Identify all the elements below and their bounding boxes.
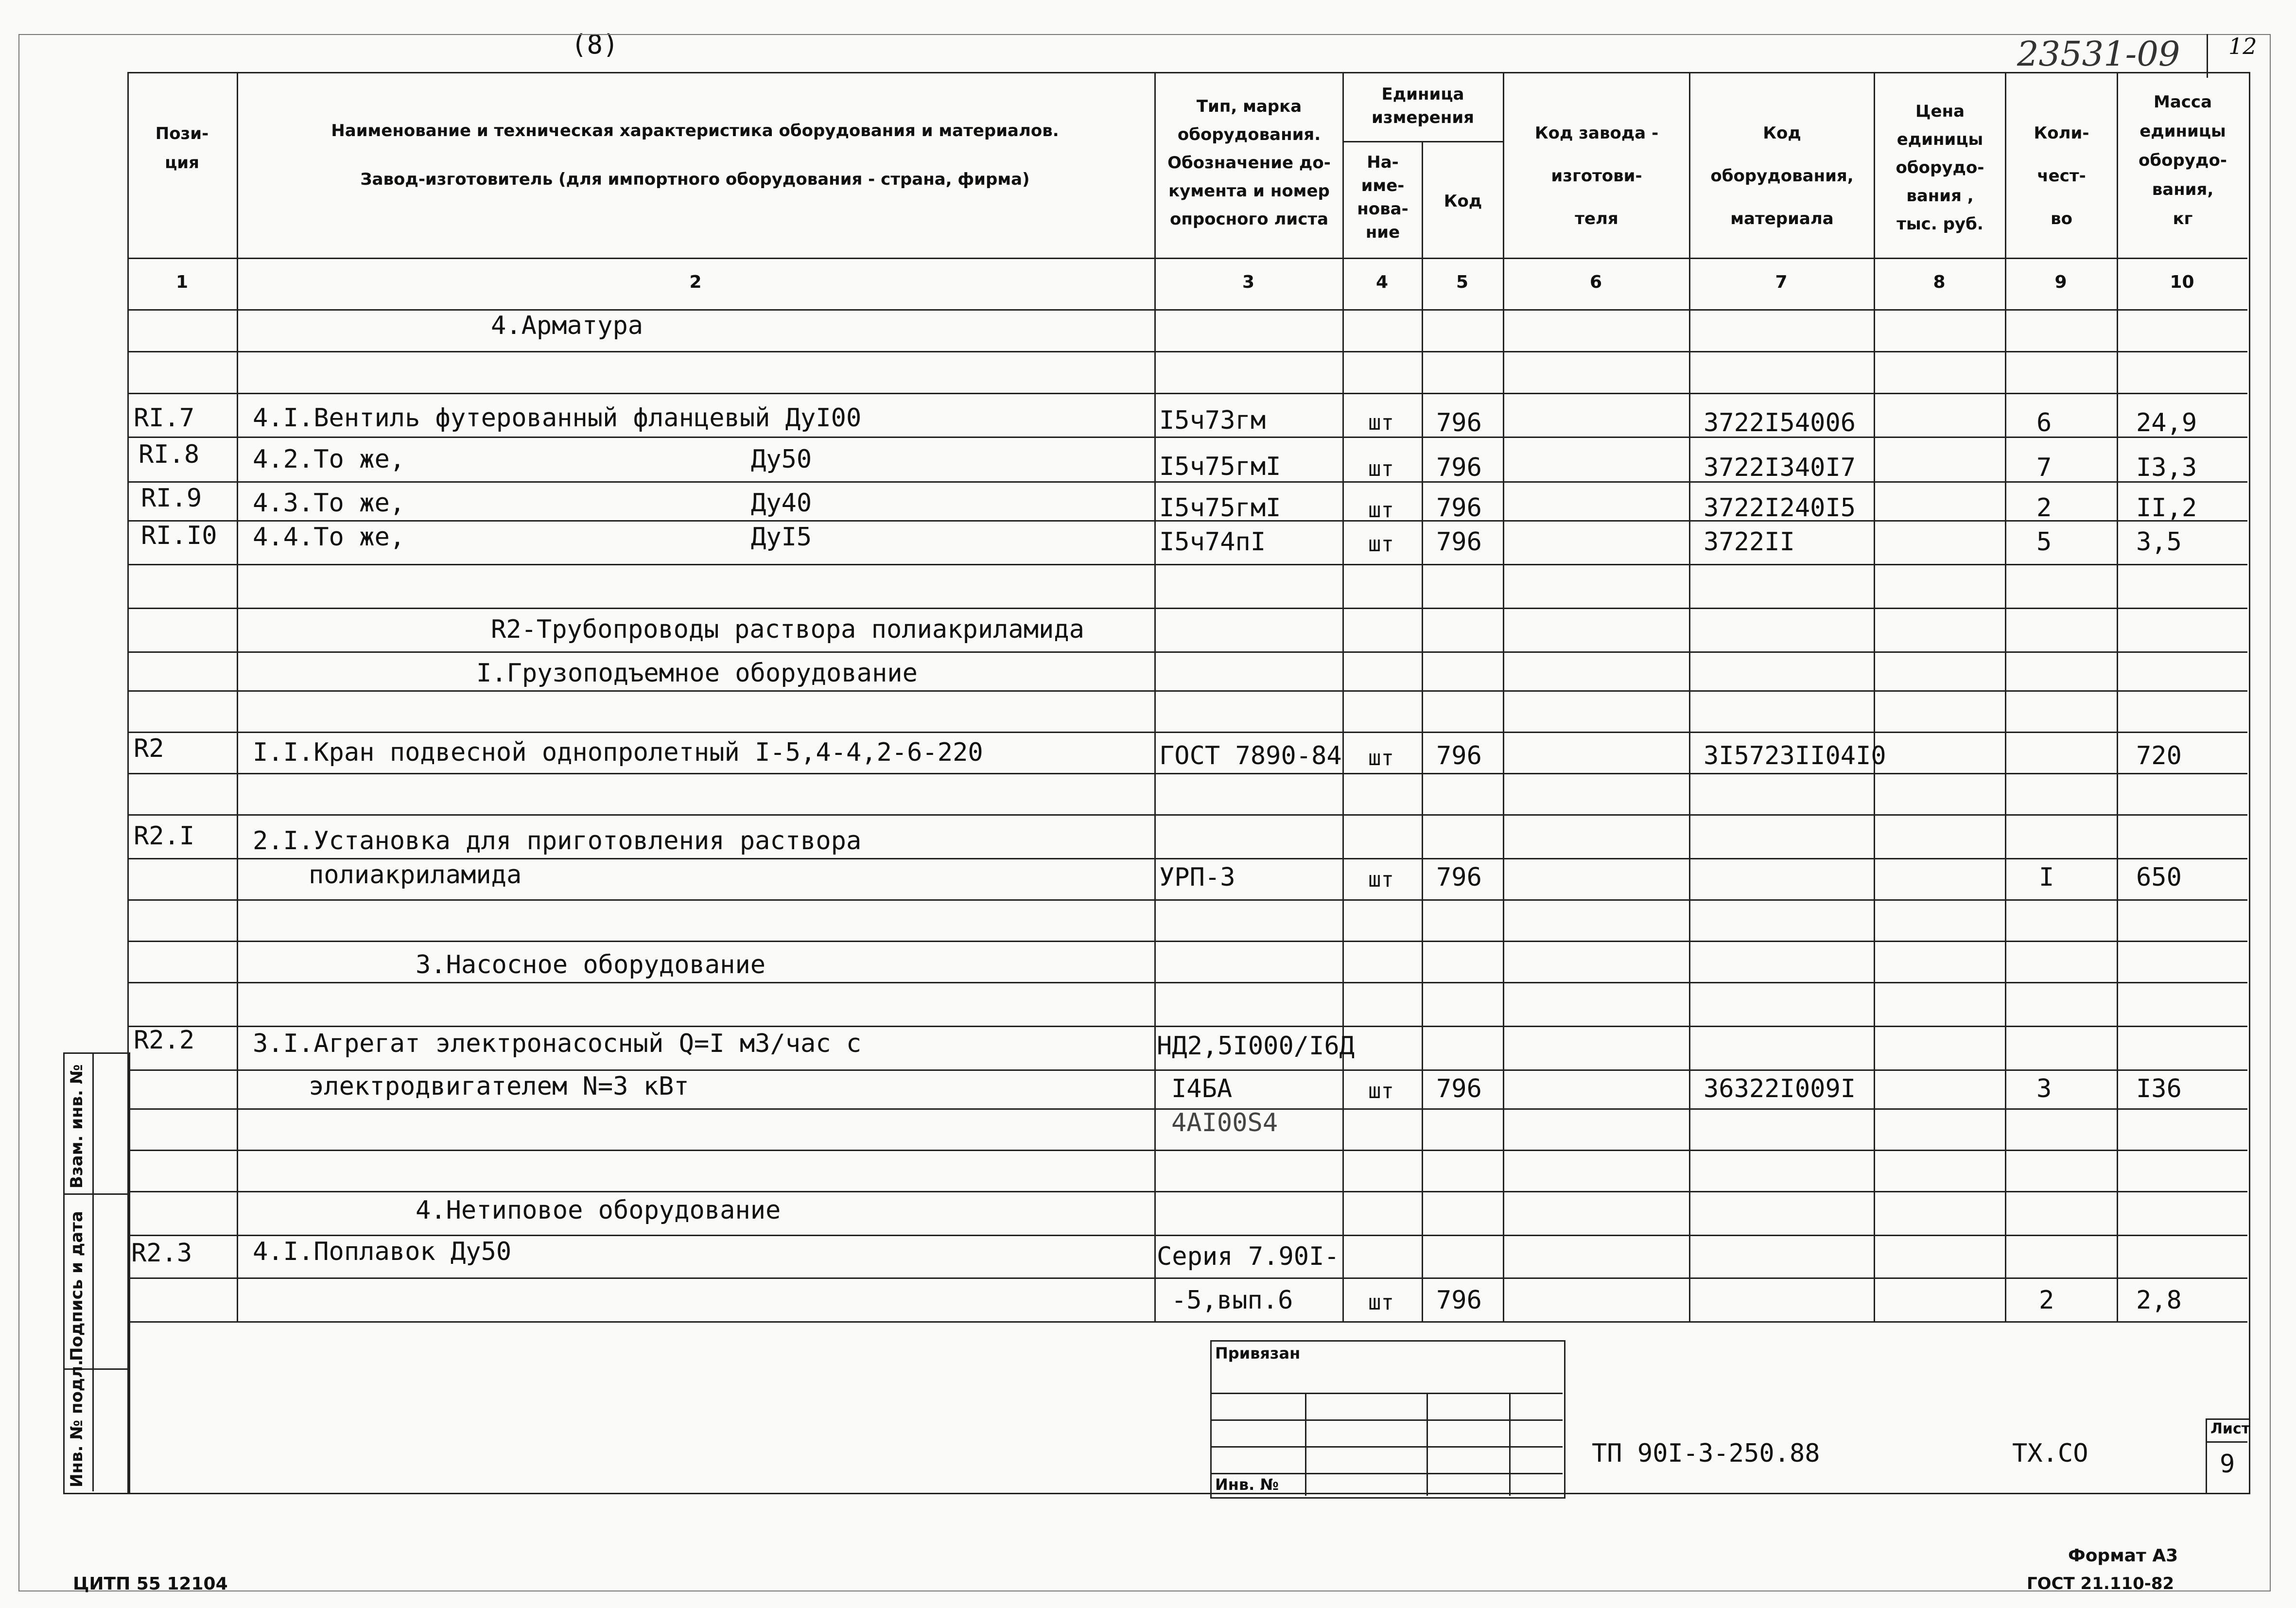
table-row-name: 4.I.Поплавок Ду50	[253, 1237, 512, 1266]
table-row-pos: R2.I	[134, 821, 195, 851]
section-title-armatura: 4.Арматура	[491, 311, 644, 340]
table-row-equip: 36322I009I	[1704, 1074, 1856, 1103]
stamp-inv-label: Инв. №	[1215, 1475, 1279, 1494]
header-col2b: Завод-изготовитель (для импортного оборудования - страна, фирма)	[360, 170, 1030, 189]
table-row-unit: шт	[1368, 456, 1394, 481]
table-row-code: 796	[1436, 408, 1482, 437]
stamp-doc-code: ТП 90I-3-250.88	[1592, 1439, 1820, 1468]
stamp-bound-label: Привязан	[1215, 1344, 1301, 1363]
header-col7: Код оборудования, материала	[1710, 123, 1854, 228]
table-row-type: I5ч73гм	[1159, 406, 1266, 435]
table-row-qty: 7	[2036, 453, 2052, 482]
table-row-pos: R2.2	[134, 1026, 195, 1055]
table-row-pos: RI.8	[139, 440, 200, 469]
table-row-name: 2.I.Установка для приготовления раствора	[253, 826, 862, 856]
table-row-qty: 3	[2036, 1074, 2052, 1103]
header-col3: Тип, марка оборудования. Обозначение до- кумента и номер опросного листа	[1167, 97, 1331, 229]
table-row-mass: 3,5	[2136, 527, 2182, 557]
header-col2a: Наименование и техническая характеристика оборудования и материалов.	[331, 121, 1059, 140]
colnum-10: 10	[2170, 272, 2194, 292]
table-row-equip: 3722I240I5	[1704, 493, 1856, 523]
section-title-nonstandard: 4.Нетиповое оборудование	[416, 1196, 781, 1225]
table-row-qty: 2	[2039, 1286, 2054, 1315]
table-row-mass: 24,9	[2136, 408, 2197, 437]
corner-number: 12	[2228, 33, 2257, 59]
table-row-type: -5,вып.6	[1171, 1286, 1293, 1315]
header-col10: Масса единицы оборудо- вания, кг	[2139, 92, 2227, 228]
table-row-pos: R2.3	[131, 1239, 192, 1268]
table-row-qty: 2	[2036, 493, 2052, 523]
stamp-sheet-label: Лист	[2210, 1420, 2250, 1437]
table-row-mass: 650	[2136, 863, 2182, 892]
colnum-9: 9	[2054, 272, 2067, 292]
section-title-pumps: 3.Насосное оборудование	[416, 950, 766, 979]
colnum-8: 8	[1933, 272, 1946, 292]
format-label: Формат A3	[2068, 1546, 2178, 1566]
table-row-name: 4.I.Вентиль футерованный фланцевый ДуI00	[253, 403, 862, 433]
section-title-r2: R2-Трубопроводы раствора полиакриламида	[491, 615, 1084, 644]
header-col9: Коли- чест- во	[2034, 123, 2089, 228]
table-row-type: 4AI00S4	[1171, 1108, 1278, 1137]
colnum-4: 4	[1375, 272, 1389, 292]
table-row-equip: 3722I340I7	[1704, 453, 1856, 482]
table-row-mass: I36	[2136, 1074, 2182, 1103]
table-row-type: I5ч75гмI	[1159, 452, 1281, 481]
table-row-unit: шт	[1368, 410, 1394, 435]
table-row-type: Серия 7.90I-	[1157, 1242, 1339, 1271]
stamp-section: ТХ.СО	[2012, 1439, 2088, 1468]
table-row-type: НД2,5I000/I6Д	[1157, 1031, 1355, 1061]
table-row-name: полиакриламида	[309, 860, 522, 890]
side-label-inv-original: Инв. № подл.	[67, 1359, 87, 1487]
colnum-3: 3	[1242, 272, 1255, 292]
table-row-qty: I	[2039, 863, 2054, 892]
header-col8: Цена единицы оборудо- вания , тыс. руб.	[1896, 102, 1984, 234]
table-row-mass: II,2	[2136, 493, 2197, 523]
header-unit: Единица измерения	[1372, 85, 1474, 127]
colnum-2: 2	[689, 272, 702, 292]
table-row-type: I5ч74пI	[1159, 527, 1266, 557]
side-label-replace-inv: Взам. инв. №	[67, 1064, 87, 1189]
colnum-7: 7	[1775, 272, 1788, 292]
table-row-unit: шт	[1368, 746, 1394, 770]
table-row-equip: 3722I54006	[1704, 408, 1856, 437]
table-row-code: 796	[1436, 527, 1482, 557]
table-row-code: 796	[1436, 1286, 1482, 1315]
table-row-name: 3.I.Агрегат электронасосный Q=I м3/час с	[253, 1029, 862, 1058]
table-row-code: 796	[1436, 1074, 1482, 1103]
bottom-left-code: ЦИТП 55 12104	[73, 1574, 228, 1594]
table-row-name2: Ду40	[751, 489, 812, 518]
table-row-pos: R2	[134, 734, 164, 763]
colnum-6: 6	[1589, 272, 1602, 292]
table-row-qty: 5	[2036, 527, 2052, 557]
header-col5: Код	[1444, 192, 1482, 211]
table-row-mass: 720	[2136, 741, 2182, 770]
table-row-type: I4БА	[1171, 1074, 1233, 1103]
table-row-type: I5ч75гмI	[1159, 493, 1281, 523]
table-row-equip: 3722II	[1704, 527, 1795, 557]
table-row-mass: I3,3	[2136, 453, 2197, 482]
table-row-unit: шт	[1368, 867, 1394, 892]
table-row-pos: RI.I0	[141, 521, 217, 550]
table-row-type: УРП-3	[1159, 863, 1235, 892]
table-row-name: 4.2.То же,	[253, 445, 405, 474]
table-row-name2: ДуI5	[751, 523, 812, 552]
header-col1: Пози- ция	[155, 124, 209, 173]
handwritten-code: 23531-09	[2017, 34, 2180, 74]
table-row-name: электродвигателем N=3 кВт	[309, 1072, 689, 1101]
colnum-1: 1	[175, 272, 189, 292]
table-row-code: 796	[1436, 453, 1482, 482]
table-row-name2: Ду50	[751, 445, 812, 474]
header-col6: Код завода - изготови- теля	[1534, 123, 1659, 228]
bottom-right-gost: ГОСТ 21.110-82	[2027, 1574, 2174, 1593]
table-row-unit: шт	[1368, 498, 1394, 523]
stamp-sheet-number: 9	[2220, 1450, 2235, 1479]
table-row-code: 796	[1436, 863, 1482, 892]
table-row-qty: 6	[2036, 408, 2052, 437]
table-row-type: ГОСТ 7890-84	[1159, 741, 1342, 770]
table-row-pos: RI.9	[141, 484, 202, 513]
sheet-number-top: (8)	[571, 29, 619, 60]
table-row-code: 796	[1436, 493, 1482, 523]
table-row-name: I.I.Кран подвесной однопролетный I-5,4-4,2-6-220	[253, 738, 983, 767]
table-row-mass: 2,8	[2136, 1286, 2182, 1315]
table-row-pos: RI.7	[134, 403, 195, 433]
colnum-5: 5	[1456, 272, 1469, 292]
section-title-lifting: I.Грузоподъемное оборудование	[476, 659, 918, 688]
table-row-unit: шт	[1368, 1290, 1394, 1315]
table-row-name: 4.3.То же,	[253, 489, 405, 518]
table-row-unit: шт	[1368, 1079, 1394, 1103]
table-row-name: 4.4.То же,	[253, 523, 405, 552]
table-row-equip: 3I5723II04I0	[1704, 741, 1886, 770]
header-col4: На- име- нова- ние	[1357, 153, 1409, 242]
table-row-unit: шт	[1368, 532, 1394, 557]
table-row-code: 796	[1436, 741, 1482, 770]
side-label-signature-date: Подпись и дата	[67, 1211, 87, 1361]
